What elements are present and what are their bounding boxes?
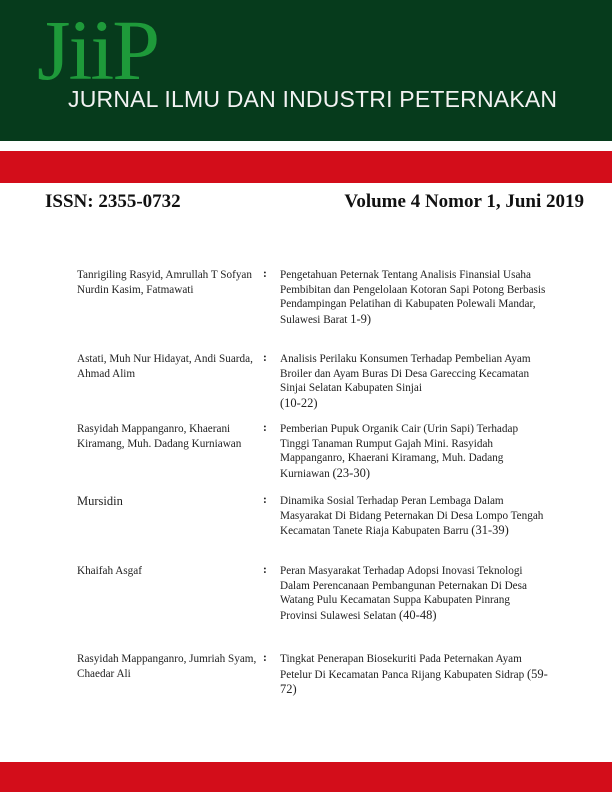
article-pages: (10-22) (280, 395, 318, 410)
article-pages: (23-30) (332, 465, 371, 480)
article-authors: Mursidin (77, 494, 123, 508)
separator-colon: : (263, 564, 267, 576)
article-pages: (59-72) (280, 666, 548, 696)
header-divider (0, 141, 612, 151)
red-band (0, 151, 612, 183)
article-title-text: Tingkat Penerapan Biosekuriti Pada Peternakan Ayam Petelur Di Kecamatan Panca Rijang Kabupaten Sidrap (280, 653, 525, 681)
separator-colon: : (263, 422, 267, 434)
article-title-text: Analisis Perilaku Konsumen Terhadap Pembelian Ayam Broiler dan Ayam Buras Di Desa Gareccing Kecamatan Sinjai Selatan Kabupaten Sinjai (280, 353, 531, 394)
journal-header (0, 0, 612, 141)
article-title[interactable] (280, 652, 550, 698)
article-title[interactable] (280, 494, 550, 539)
footer-band (0, 762, 612, 792)
journal-name: JURNAL ILMU DAN INDUSTRI PETERNAKAN (68, 86, 558, 112)
article-title[interactable] (280, 564, 550, 623)
article-pages: 1-9) (350, 311, 372, 326)
article-authors: Astati, Muh Nur Hidayat, Andi Suarda, Ahmad Alim (77, 353, 253, 380)
journal-logo: JiiP (37, 2, 159, 98)
article-title-text: Peran Masyarakat Terhadap Adopsi Inovasi Teknologi Dalam Perencanaan Pembangunan Peternakan Di Desa Watang Pulu Kecamatan Suppa Kabupaten Pinrang Provinsi Sulawesi Selatan (280, 565, 527, 622)
article-pages: (40-48) (399, 607, 437, 622)
separator-colon: : (263, 352, 267, 364)
article-title-text: Pemberian Pupuk Organik Cair (Urin Sapi) Terhadap Tinggi Tanaman Rumput Gajah Mini. Rasyidah Mappanganro, Khaerani Kiramang, Muh. Dadang Kurniawan (280, 423, 519, 480)
separator-colon: : (263, 268, 267, 280)
issn-label: ISSN: 2355-0732 (45, 191, 181, 212)
article-authors: Khaifah Asgaf (77, 565, 142, 577)
article-authors: Rasyidah Mappanganro, Khaerani Kiramang, Muh. Dadang Kurniawan (77, 423, 242, 450)
article-title-text: Dinamika Sosial Terhadap Peran Lembaga Dalam Masyarakat Di Bidang Peternakan Di Desa Lompo Tengah Kecamatan Tanete Riaja Kabupaten Barru (280, 495, 544, 537)
separator-colon: : (263, 652, 267, 664)
article-pages: (31-39) (471, 523, 509, 537)
article-title-text: Pengetahuan Peternak Tentang Analisis Finansial Usaha Pembibitan dan Pengelolaan Kotoran Sapi Potong Berbasis Pendampingan Pelatihan di Kabupaten Polewali Mandar, Sulawesi Barat (280, 269, 546, 326)
separator-colon: : (263, 494, 267, 506)
article-title[interactable] (280, 268, 550, 327)
volume-label: Volume 4 Nomor 1, Juni 2019 (344, 191, 584, 212)
article-title[interactable] (280, 422, 550, 481)
article-authors: Rasyidah Mappanganro, Jumriah Syam, Chaedar Ali (77, 653, 257, 680)
article-title[interactable] (280, 352, 550, 411)
article-authors: Tanrigiling Rasyid, Amrullah T Sofyan Nurdin Kasim, Fatmawati (77, 269, 252, 296)
